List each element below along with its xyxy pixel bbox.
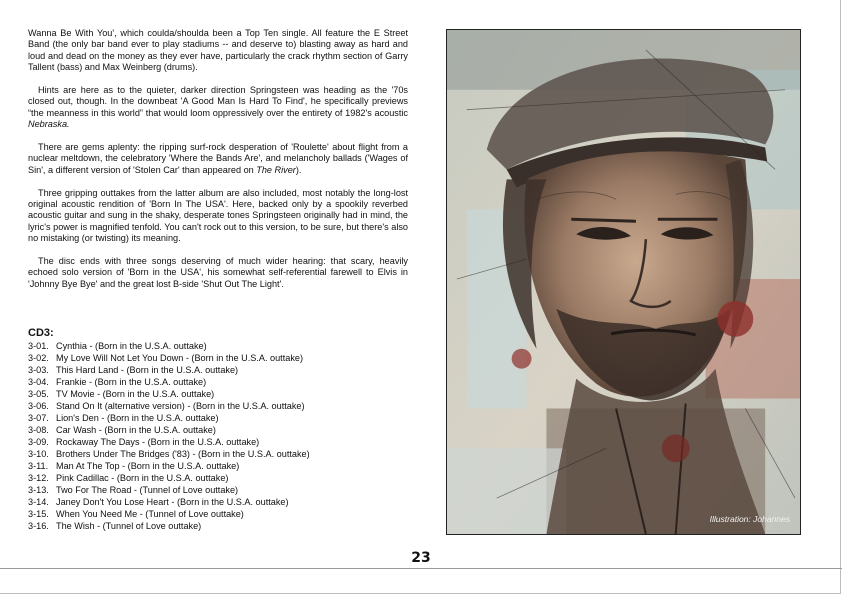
track-item: 3-07. Lion's Den - (Born in the U.S.A. outtake) xyxy=(28,413,219,423)
paragraph-4: Three gripping outtakes from the latter album are also included, most notably the long-lost original acoustic rendition of 'Born In The USA'. Here, backed only by a spookily reverbed acoustic guitar and sung in the shaky, desperate tones Springsteen originally had in mind, the lyric's power is magnified tenfold. You can't rock out to this version, to be sure, but there's also no mistaking (or twisting) its meaning. xyxy=(28,187,408,244)
tracklist-heading: CD3: xyxy=(28,327,54,339)
paragraph-3: There are gems aplenty: the ripping surf-rock desperation of 'Roulette' about flight from a nuclear meltdown, the celebratory 'Where the Bands Are', and melancholy ballads ('Wages of Sin', a different version of 'Stolen Car' than appeared on The River). xyxy=(28,142,408,175)
track-item: 3-14. Janey Don't You Lose Heart - (Born in the U.S.A. outtake) xyxy=(28,497,289,507)
track-item: 3-15. When You Need Me - (Tunnel of Love outtake) xyxy=(28,509,244,519)
portrait-artwork xyxy=(447,30,800,534)
track-item: 3-01. Cynthia - (Born in the U.S.A. outtake) xyxy=(28,341,207,351)
paragraph-1: Wanna Be With You', which coulda/shoulda been a Top Ten single. All feature the E Street Band (the only bar band ever to play stadiums -- and deserve to) blasting away as hard and loud and dead on the money as they ever have, particularly the crack rhythm section of Garry Tallent (bass) and Max Weinberg (drums). xyxy=(28,28,408,73)
footer-rule xyxy=(0,568,842,569)
portrait-illustration xyxy=(446,29,801,535)
track-item: 3-05. TV Movie - (Born in the U.S.A. outtake) xyxy=(28,389,215,399)
track-item: 3-16. The Wish - (Tunnel of Love outtake) xyxy=(28,521,202,531)
album-the-river: The River xyxy=(256,164,296,175)
album-nebraska: Nebraska. xyxy=(28,119,70,130)
tracklist xyxy=(28,327,418,532)
track-item: 3-02. My Love Will Not Let You Down - (Born in the U.S.A. outtake) xyxy=(28,353,303,363)
track-item: 3-03. This Hard Land - (Born in the U.S.A. outtake) xyxy=(28,365,239,375)
illustration-credit: Illustration: Johannes xyxy=(709,514,790,524)
track-item: 3-09. Rockaway The Days - (Born in the U.S.A. outtake) xyxy=(28,437,260,447)
track-item: 3-13. Two For The Road - (Tunnel of Love outtake) xyxy=(28,485,239,495)
track-item: 3-12. Pink Cadillac - (Born in the U.S.A. outtake) xyxy=(28,473,229,483)
paragraph-5: The disc ends with three songs deserving of much wider hearing: that scary, heavily echoed solo version of 'Born in the USA', his somewhat self-referential farewell to Elvis in 'Johnny Bye Bye' and the great lost B-side 'Shut Out The Light'. xyxy=(28,256,408,289)
track-item: 3-10. Brothers Under The Bridges ('83) - (Born in the U.S.A. outtake) xyxy=(28,449,310,459)
article-body xyxy=(28,28,408,302)
paragraph-2: Hints are here as to the quieter, darker direction Springsteen was heading as the '70s closed out, though. In the downbeat 'A Good Man Is Hard To Find', he specifically previews “the meanness in this world” that would loom oppressively over the entirety of 1982's acoustic Nebraska. xyxy=(28,85,408,130)
page-number: 23 xyxy=(411,550,431,566)
track-item: 3-04. Frankie - (Born in the U.S.A. outtake) xyxy=(28,377,207,387)
track-item: 3-08. Car Wash - (Born in the U.S.A. outtake) xyxy=(28,425,216,435)
track-item: 3-11. Man At The Top - (Born in the U.S.A. outtake) xyxy=(28,461,240,471)
track-item: 3-06. Stand On It (alternative version) - (Born in the U.S.A. outtake) xyxy=(28,401,305,411)
track-list xyxy=(28,340,418,532)
